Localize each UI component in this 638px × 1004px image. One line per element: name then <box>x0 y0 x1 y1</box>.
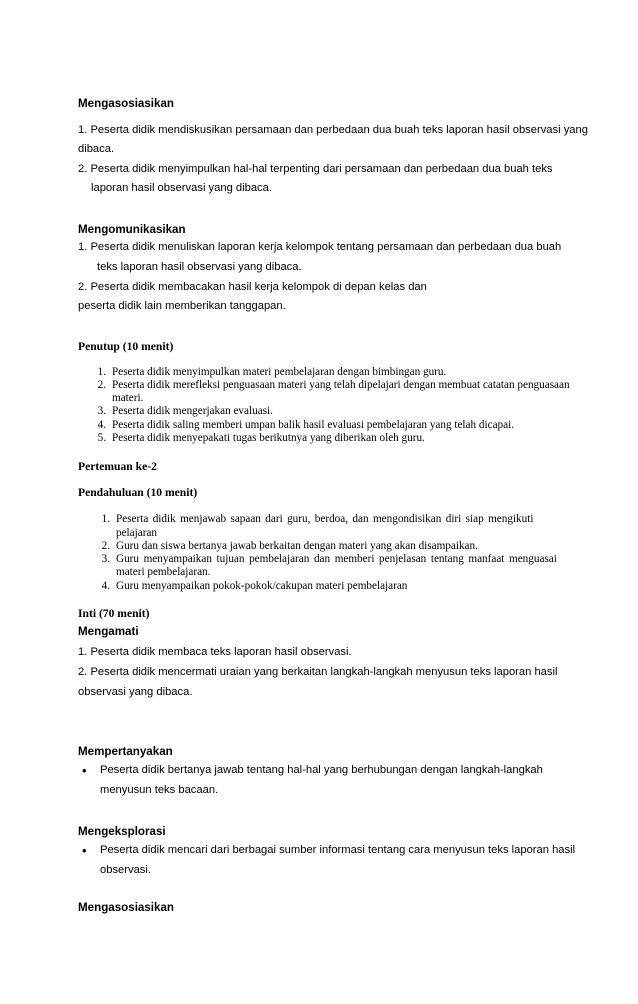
list-item-line: 2. Peserta didik membacakan hasil kerja kelompok di depan kelas dan <box>78 281 427 293</box>
section-heading-inti: Inti (70 menit) <box>78 607 150 620</box>
list-number: 1. <box>97 366 106 378</box>
list-item: Peserta didik saling memberi umpan balik hasil evaluasi pembelajaran yang telah dicapai. <box>112 419 514 431</box>
list-number: 1. <box>101 513 110 525</box>
list-number: 2. <box>101 540 110 552</box>
list-item: Peserta didik merefleksi penguasaan materi yang telah dipelajari dengan membuat catatan penguasaan <box>112 379 570 391</box>
list-number: 4. <box>101 580 110 592</box>
list-number: 3. <box>97 405 106 417</box>
list-item-continuation: pelajaran <box>116 527 157 539</box>
list-item: Peserta didik menyimpulkan materi pembelajaran dengan bimbingan guru. <box>112 366 447 378</box>
section-heading: Mengasosiasikan <box>78 97 175 110</box>
list-item: Peserta didik menjawab sapaan dari guru, berdoa, dan mengondisikan diri siap mengikuti <box>116 513 534 525</box>
list-number: 5. <box>97 432 106 444</box>
section-heading: Mempertanyakan <box>78 745 173 758</box>
list-number: 3. <box>101 553 110 565</box>
list-item: Guru dan siswa bertanya jawab berkaitan dengan materi yang akan disampaikan. <box>116 540 478 552</box>
list-item-line: laporan hasil observasi yang dibaca. <box>91 182 272 194</box>
bullet-line: menyusun teks bacaan. <box>100 784 219 796</box>
list-item: Peserta didik menyepakati tugas berikutnya yang diberikan oleh guru. <box>112 432 425 444</box>
bullet-icon: • <box>82 763 87 778</box>
section-heading: Mengeksplorasi <box>78 825 166 838</box>
paragraph-line: observasi yang dibaca. <box>78 686 193 698</box>
bullet-line: Peserta didik bertanya jawab tentang hal-hal yang berhubungan dengan langkah-langkah <box>100 764 543 776</box>
list-item-line: 1. Peserta didik mendiskusikan persamaan dan perbedaan dua buah teks laporan hasil observasi yang <box>78 124 588 136</box>
section-heading: Pendahuluan (10 menit) <box>78 486 198 499</box>
list-item: Guru menyampaikan tujuan pembelajaran dan memberi penjelasan tentang manfaat menguasai <box>116 553 557 565</box>
list-item-line: teks laporan hasil observasi yang dibaca. <box>97 261 302 273</box>
section-heading: Mengamati <box>78 625 139 638</box>
list-item-line: 2. Peserta didik menyimpulkan hal-hal terpenting dari persamaan dan perbedaan dua buah teks <box>78 163 553 175</box>
list-number: 2. <box>97 379 106 391</box>
list-number: 4. <box>97 419 106 431</box>
list-item: Guru menyampaikan pokok-pokok/cakupan materi pembelajaran <box>116 580 408 592</box>
section-heading-mengasosiasikan-2: Mengasosiasikan <box>78 901 175 914</box>
bullet-icon: • <box>82 843 87 858</box>
meeting-heading: Pertemuan ke-2 <box>78 460 157 473</box>
bullet-line: Peserta didik mencari dari berbagai sumber informasi tentang cara menyusun teks laporan hasil <box>100 844 576 856</box>
list-item-line: peserta didik lain memberikan tanggapan. <box>78 300 286 312</box>
list-item: Peserta didik mengerjakan evaluasi. <box>112 405 273 417</box>
list-item-continuation: materi. <box>112 392 144 404</box>
list-item-line: 1. Peserta didik menuliskan laporan kerja kelompok tentang persamaan dan perbedaan dua buah <box>78 241 562 253</box>
list-item-line: dibaca. <box>78 143 115 155</box>
list-item-continuation: materi pembelajaran. <box>116 566 211 578</box>
section-heading: Mengomunikasikan <box>78 223 186 236</box>
section-heading: Penutup (10 menit) <box>78 340 174 353</box>
paragraph-line: 2. Peserta didik mencermati uraian yang berkaitan langkah-langkah menyusun teks laporan hasil <box>78 666 558 678</box>
bullet-line: observasi. <box>100 864 151 876</box>
paragraph-line: 1. Peserta didik membaca teks laporan hasil observasi. <box>78 646 352 658</box>
